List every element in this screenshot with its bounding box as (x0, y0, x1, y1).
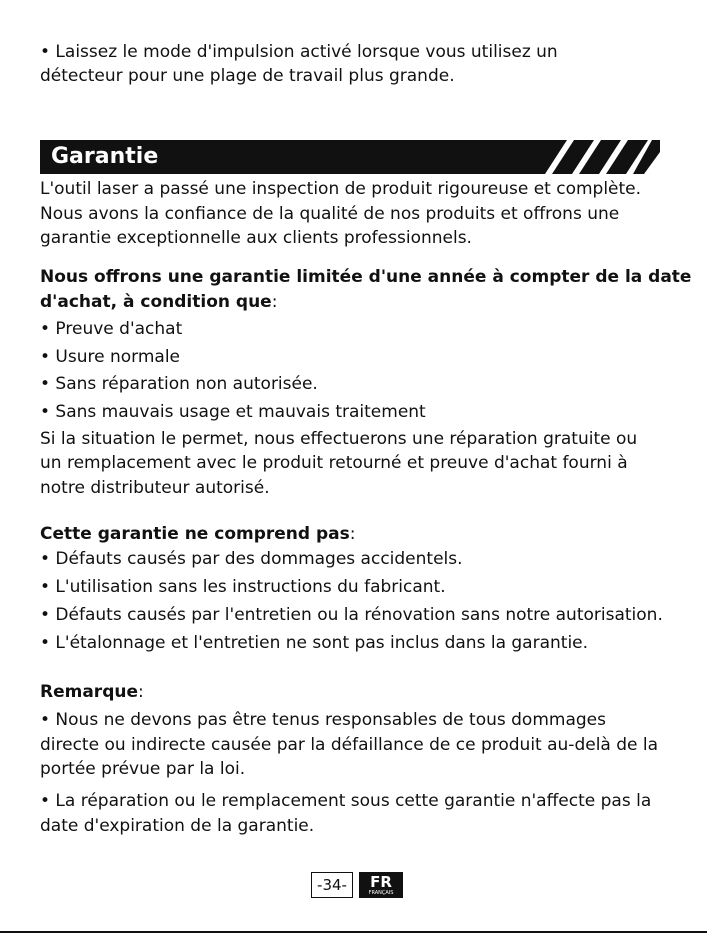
warranty-condition-item: • Preuve d'achat (40, 319, 183, 339)
warranty-heading (40, 290, 277, 315)
intro-line: • Laissez le mode d'impulsion activé lorsque vous utilisez un (40, 42, 558, 62)
remark-line: directe ou indirecte causée par la défaillance de ce produit au-delà de la (40, 735, 659, 755)
remark-heading-text: Remarque (40, 682, 138, 702)
warranty-condition-item: • Usure normale (40, 347, 181, 367)
exclusions-heading-text: Cette garantie ne comprend pas (40, 524, 350, 544)
exclusion-item: • Défauts causés par des dommages accidentels. (40, 549, 463, 569)
remark-heading-colon: : (138, 682, 144, 702)
exclusion-item: • L'utilisation sans les instructions du fabricant. (40, 577, 446, 597)
language-code: FR (370, 872, 392, 891)
page-number: -34- (311, 872, 353, 898)
exclusions-heading-colon: : (349, 524, 356, 544)
warranty-heading-text: d'achat, à condition que (40, 292, 272, 312)
paragraph-line: garantie exceptionnelle aux clients professionnels. (40, 228, 472, 248)
warranty-condition-item: • Sans mauvais usage et mauvais traitement (40, 402, 426, 422)
warranty-heading-colon: : (271, 292, 278, 312)
warranty-text-line: Si la situation le permet, nous effectuerons une réparation gratuite ou (40, 429, 638, 449)
intro-line: détecteur pour une plage de travail plus grande. (40, 66, 455, 86)
section-header-bar (40, 140, 660, 174)
remark-line: • La réparation ou le remplacement sous cette garantie n'affecte pas la (40, 791, 652, 811)
warranty-condition-item: • Sans réparation non autorisée. (40, 374, 318, 394)
warranty-text-line: notre distributeur autorisé. (40, 478, 270, 498)
language-badge (359, 872, 403, 898)
remark-heading (40, 680, 144, 705)
remark-line: portée prévue par la loi. (40, 759, 246, 779)
exclusion-item: • Défauts causés par l'entretien ou la rénovation sans notre autorisation. (40, 605, 663, 625)
paragraph-line: Nous avons la confiance de la qualité de nos produits et offrons une (40, 204, 620, 224)
section-title: Garantie (51, 144, 159, 169)
exclusions-heading (40, 522, 356, 547)
warranty-text-line: un remplacement avec le produit retourné et preuve d'achat fourni à (40, 453, 628, 473)
exclusion-item: • L'étalonnage et l'entretien ne sont pas inclus dans la garantie. (40, 633, 589, 653)
page-footer (311, 872, 403, 898)
remark-line: date d'expiration de la garantie. (40, 816, 315, 836)
warranty-heading: Nous offrons une garantie limitée d'une année à compter de la date (40, 267, 692, 287)
remark-line: • Nous ne devons pas être tenus responsables de tous dommages (40, 710, 606, 730)
language-name: FRANÇAIS (368, 889, 394, 896)
paragraph-line: L'outil laser a passé une inspection de produit rigoureuse et complète. (40, 179, 642, 199)
